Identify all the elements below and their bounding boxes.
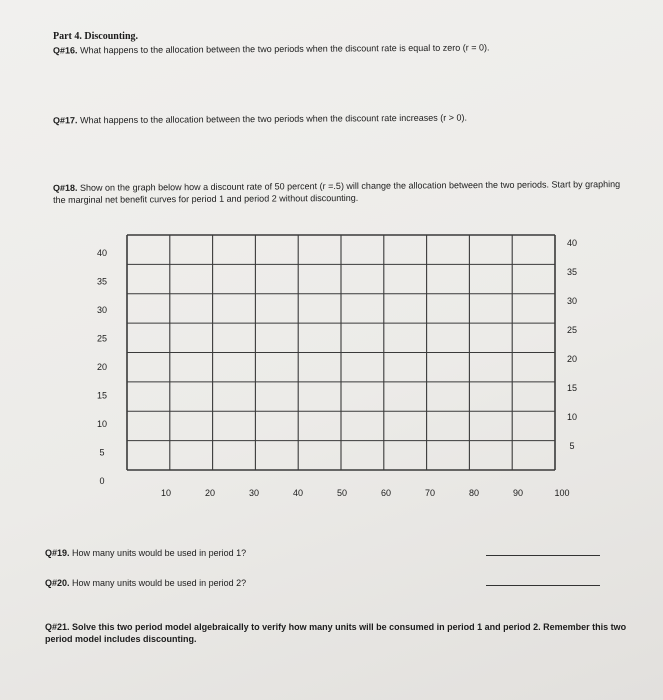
right-y-tick-label: 10 [566,412,578,422]
left-y-tick-label: 15 [96,390,108,401]
x-tick-label: 20 [204,488,216,498]
question-18-text: Show on the graph below how a discount rate of 50 percent (r =.5) will change the allocation between the two periods. Start by graphing the marginal net benefit curves for period 1 and period 2 without discounting. [53,179,621,206]
question-18-number: Q#18. [52,182,78,194]
right-y-tick-label: 15 [566,383,578,393]
right-y-tick-label: 5 [569,441,575,451]
question-17-text: What happens to the allocation between the two periods when the discount rate increases (r > 0). [80,112,468,126]
question-20-number: Q#20. [45,578,70,588]
question-16-number: Q#16. [52,45,78,56]
question-19-number: Q#19. [45,548,70,558]
x-tick-label: 60 [380,488,392,498]
x-tick-label: 100 [554,488,570,498]
answer-line-period-2[interactable] [486,585,600,586]
right-y-tick-label: 40 [566,238,578,248]
right-y-tick-label: 30 [566,296,578,306]
x-tick-label: 90 [512,488,524,498]
question-21-text: Solve this two period model algebraically to verify how many units will be consumed in period 1 and period 2. Remember this two period model includes discounting. [45,622,627,644]
x-tick-label: 10 [160,488,172,498]
right-y-tick-label: 25 [566,325,578,335]
left-y-tick-label: 30 [96,305,108,315]
left-y-axis-ticks [97,248,107,486]
question-19 [45,548,246,558]
x-tick-label: 70 [424,488,436,498]
question-17-number: Q#17. [52,115,78,126]
right-y-axis-ticks [567,238,577,451]
question-20-text: How many units would be used in period 2? [72,578,247,588]
right-y-tick-label: 20 [566,354,578,364]
left-y-tick-label: 0 [99,476,105,486]
x-axis-ticks [161,488,570,498]
left-y-tick-label: 25 [96,333,108,344]
left-y-tick-label: 40 [96,248,108,258]
left-y-tick-label: 10 [96,419,108,429]
question-21-number: Q#21. [45,622,70,632]
question-16-text: What happens to the allocation between the two periods when the discount rate is equal to zero (r = 0). [80,42,490,56]
x-tick-label: 50 [336,488,348,498]
left-y-tick-label: 5 [99,447,105,458]
left-y-tick-label: 35 [96,276,108,287]
question-20 [45,578,246,588]
question-19-text: How many units would be used in period 1? [72,548,247,558]
x-tick-label: 80 [468,488,480,498]
graph-grid [127,235,555,470]
x-tick-label: 30 [248,488,260,498]
question-21 [45,621,645,645]
right-y-tick-label: 35 [566,267,578,277]
part-heading: Part 4. Discounting. [53,31,138,42]
x-tick-label: 40 [292,488,304,498]
left-y-tick-label: 20 [96,362,108,372]
answer-line-period-1[interactable] [486,555,600,556]
